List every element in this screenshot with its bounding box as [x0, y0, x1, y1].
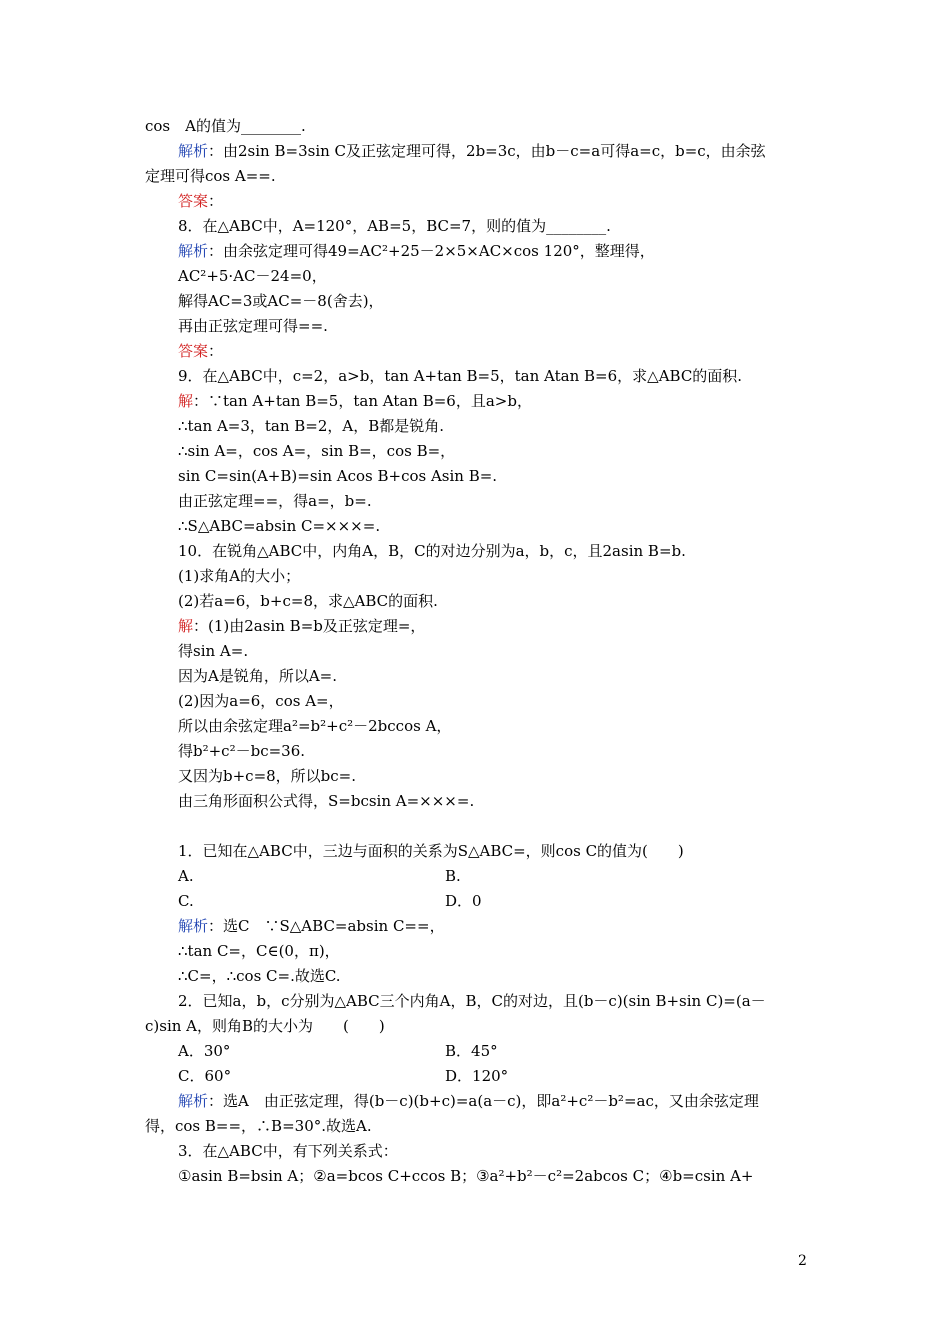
section-label: 解析 — [178, 917, 209, 935]
text-run: D．0 — [445, 892, 482, 910]
text-line-l45 — [178, 1141, 398, 1161]
text-line-l38 — [145, 1016, 385, 1036]
text-line-l01 — [145, 116, 306, 136]
text-line-l41 — [178, 1066, 231, 1086]
text-run: 由正弦定理==，得a=，b=. — [178, 492, 372, 510]
text-run: 所以由余弦定理a²=b²+c²－2bccos A， — [178, 717, 452, 735]
text-line-l33 — [445, 891, 482, 911]
text-run: 得，cos B==，∴B=30°.故选A. — [145, 1117, 372, 1135]
text-line-l08 — [178, 291, 384, 311]
section-label: 解 — [178, 392, 194, 410]
section-label: 解析 — [178, 1092, 209, 1110]
text-line-l16 — [178, 491, 372, 511]
text-run: ：选C ∵S△ABC=absin C==， — [208, 917, 445, 935]
text-line-l02 — [178, 141, 766, 161]
text-run: B. — [445, 867, 461, 885]
text-line-l11 — [178, 366, 742, 386]
text-run: 8．在△ABC中，A=120°，AB=5，BC=7，则的值为________. — [178, 217, 611, 235]
text-run: ∴C=，∴cos C=.故选C. — [178, 967, 341, 985]
text-line-l13 — [178, 416, 444, 436]
page-number: 2 — [798, 1253, 807, 1269]
text-run: ：选A 由正弦定理，得(b－c)(b+c)=a(a－c)，即a²+c²－b²=ac，又由余弦定理 — [208, 1092, 759, 1110]
text-line-l21 — [178, 616, 425, 636]
text-run: (2)因为a=6，cos A=， — [178, 692, 344, 710]
text-line-l19 — [178, 566, 300, 586]
text-run: (2)若a=6，b+c=8，求△ABC的面积. — [178, 592, 438, 610]
text-line-l23 — [178, 666, 337, 686]
text-line-l42 — [445, 1066, 508, 1086]
text-run: 10．在锐角△ABC中，内角A，B，C的对边分别为a，b，c，且2asin B=b. — [178, 542, 686, 560]
text-line-l35 — [178, 941, 340, 961]
text-line-l30 — [178, 866, 194, 886]
text-line-l40 — [445, 1041, 498, 1061]
text-line-l05 — [178, 216, 611, 236]
text-line-l44 — [145, 1116, 372, 1136]
text-run: 由三角形面积公式得，S=bcsin A=×××=. — [178, 792, 475, 810]
section-label: 答案 — [178, 192, 209, 210]
text-run: 2．已知a，b，c分别为△ABC三个内角A，B，C的对边，且(b－c)(sin B+sin C)=(a－ — [178, 992, 766, 1010]
section-label: 解析 — [178, 142, 209, 160]
text-run: 9．在△ABC中，c=2，a>b，tan A+tan B=5，tan Atan B=6，求△ABC的面积. — [178, 367, 743, 385]
text-line-l29 — [178, 841, 684, 861]
text-line-l07 — [178, 266, 327, 286]
text-line-l37 — [178, 991, 766, 1011]
text-run: cos A的值为________. — [145, 117, 306, 135]
text-line-l20 — [178, 591, 438, 611]
text-line-l26 — [178, 741, 305, 761]
text-run: 因为A是锐角，所以A=. — [178, 667, 338, 685]
text-run: ∴tan C=，C∈(0，π)， — [178, 942, 340, 960]
text-line-l28 — [178, 791, 474, 811]
text-line-l24 — [178, 691, 344, 711]
text-run: A．30° — [178, 1042, 231, 1060]
text-run: ：由余弦定理可得49=AC²+25－2×5×AC×cos 120°，整理得， — [208, 242, 655, 260]
text-run: ： — [208, 342, 224, 360]
text-run: 得sin A=. — [178, 642, 249, 660]
text-line-l27 — [178, 766, 356, 786]
text-line-l22 — [178, 641, 248, 661]
text-run: AC²+5·AC－24=0， — [178, 267, 327, 285]
section-label: 答案 — [178, 342, 209, 360]
text-line-l32 — [178, 891, 194, 911]
text-run: 再由正弦定理可得==. — [178, 317, 328, 335]
text-line-l03 — [145, 166, 276, 186]
text-run: A. — [178, 867, 194, 885]
text-line-l10 — [178, 341, 223, 361]
text-run: D．120° — [445, 1067, 509, 1085]
text-run: C．60° — [178, 1067, 232, 1085]
text-run: ： — [208, 192, 224, 210]
text-line-l34 — [178, 916, 445, 936]
text-run: 得b²+c²－bc=36. — [178, 742, 306, 760]
text-run: ①asin B=bsin A；②a=bcos C+ccos B；③a²+b²－c²=2abcos C；④b=csin A+ — [178, 1167, 754, 1185]
text-run: ：由2sin B=3sin C及正弦定理可得，2b=3c，由b－c=a可得a=c，b=c，由余弦 — [208, 142, 766, 160]
text-line-l43 — [178, 1091, 759, 1111]
section-label: 解 — [178, 617, 194, 635]
text-line-l25 — [178, 716, 451, 736]
text-run: 3．在△ABC中，有下列关系式： — [178, 1142, 398, 1160]
text-line-l14 — [178, 441, 455, 461]
text-line-l12 — [178, 391, 532, 411]
text-run: 解得AC=3或AC=－8(舍去)， — [178, 292, 384, 310]
text-line-l46 — [178, 1166, 753, 1186]
section-label: 解析 — [178, 242, 209, 260]
text-run: C. — [178, 892, 194, 910]
text-line-l06 — [178, 241, 655, 261]
text-line-l31 — [445, 866, 461, 886]
text-line-l09 — [178, 316, 328, 336]
text-run: 1．已知在△ABC中，三边与面积的关系为S△ABC=，则cos C的值为( ) — [178, 842, 684, 860]
text-run: ∴tan A=3，tan B=2，A，B都是锐角. — [178, 417, 445, 435]
text-run: ∴sin A=，cos A=，sin B=，cos B=， — [178, 442, 456, 460]
text-line-l18 — [178, 541, 686, 561]
text-run: B．45° — [445, 1042, 498, 1060]
text-line-l04 — [178, 191, 223, 211]
text-line-l36 — [178, 966, 341, 986]
text-run: (1)求角A的大小； — [178, 567, 301, 585]
text-run: c)sin A，则角B的大小为 ( ) — [145, 1017, 385, 1035]
text-line-l17 — [178, 516, 380, 536]
text-run: ∴S△ABC=absin C=×××=. — [178, 517, 381, 535]
text-run: sin C=sin(A+B)=sin Acos B+cos Asin B=. — [178, 467, 498, 485]
text-run: ：(1)由2asin B=b及正弦定理=， — [193, 617, 426, 635]
text-run: 定理可得cos A==. — [145, 167, 276, 185]
text-line-l15 — [178, 466, 497, 486]
text-run: ：∵tan A+tan B=5，tan Atan B=6，且a>b， — [193, 392, 532, 410]
text-line-l39 — [178, 1041, 230, 1061]
text-run: 又因为b+c=8，所以bc=. — [178, 767, 357, 785]
